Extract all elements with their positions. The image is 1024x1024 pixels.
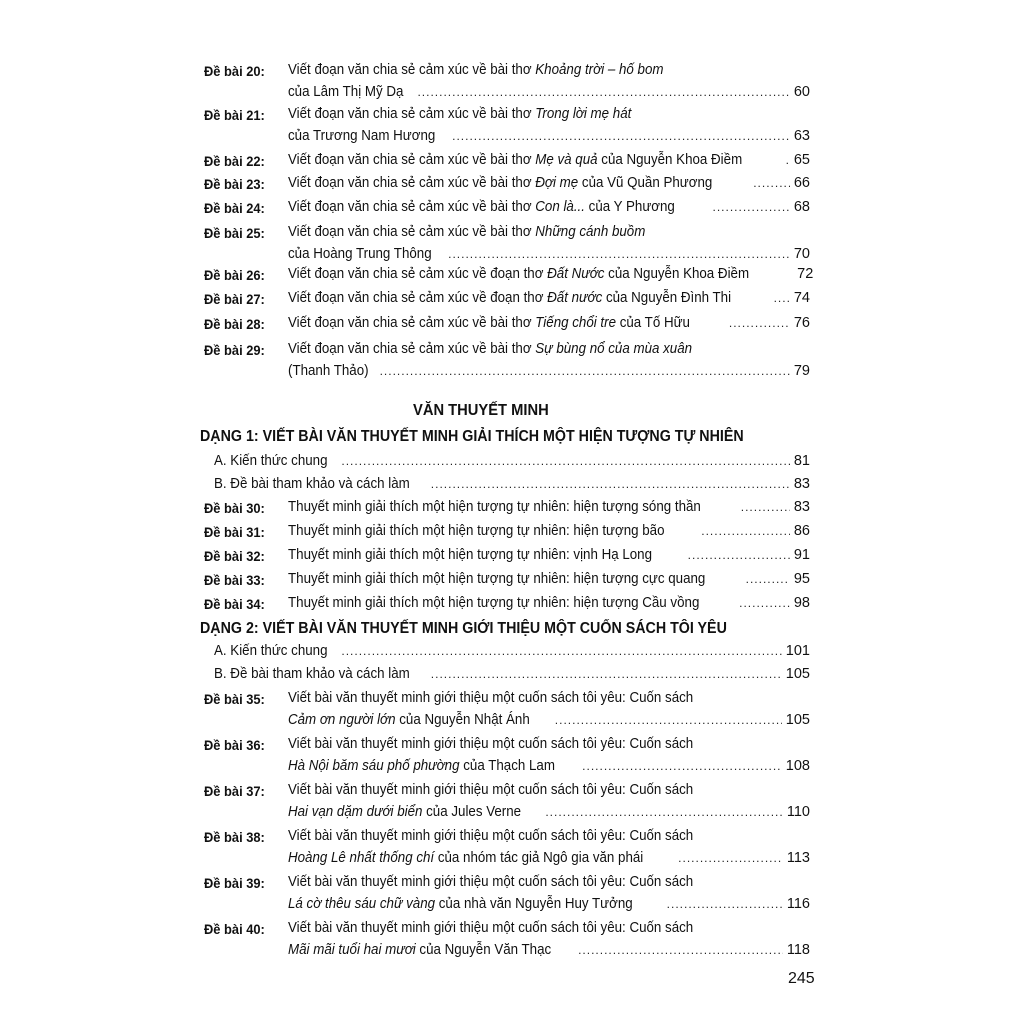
- entry-text: Viết bài văn thuyết minh giới thiệu một cuốn sách tôi yêu: Cuốn sách: [288, 874, 694, 890]
- title-italic: Hà Nội băm sáu phố phường: [288, 758, 460, 774]
- entry-label: Đề bài 25:: [204, 225, 265, 241]
- entry-text: [288, 850, 643, 866]
- entry-line: [288, 315, 810, 331]
- entry-text: [288, 942, 551, 958]
- entry-line: [288, 224, 810, 240]
- entry-text: [288, 106, 631, 122]
- entry-line: [288, 874, 810, 890]
- dot-leader: [555, 713, 782, 727]
- title-italic: Hai vạn dặm dưới biển: [288, 804, 423, 820]
- text-segment: của Lâm Thị Mỹ Dạ: [288, 84, 404, 100]
- text-segment: của Nguyễn Khoa Điềm: [597, 152, 743, 168]
- entry-text: B. Đề bài tham khảo và cách làm: [214, 666, 410, 682]
- entry-line: [288, 595, 810, 611]
- title-italic: Mẹ và quả: [535, 152, 598, 168]
- page-ref: 113: [786, 850, 810, 866]
- entry-line: [288, 266, 814, 282]
- entry-line: [288, 736, 810, 752]
- entry-line: [288, 828, 810, 844]
- dot-leader: [688, 548, 790, 562]
- text-segment: của Nguyễn Nhật Ánh: [395, 712, 530, 728]
- page-ref: 91: [793, 547, 810, 563]
- page-ref: 118: [786, 942, 810, 958]
- entry-text: Viết bài văn thuyết minh giới thiệu một cuốn sách tôi yêu: Cuốn sách: [288, 920, 694, 936]
- entry-label: Đề bài 38:: [204, 829, 265, 845]
- entry-label: Đề bài 40:: [204, 921, 265, 937]
- entry-label: Đề bài 22:: [204, 153, 265, 169]
- title-italic: Đất nước: [547, 290, 603, 306]
- dot-leader: [746, 572, 790, 586]
- page-ref: 76: [793, 315, 810, 331]
- text-segment: Viết đoạn văn chia sẻ cảm xúc về bài thơ: [288, 152, 536, 168]
- text-segment: Viết đoạn văn chia sẻ cảm xúc về bài thơ: [288, 341, 536, 357]
- entry-label: Đề bài 21:: [204, 107, 265, 123]
- text-segment: Viết đoạn văn chia sẻ cảm xúc về đoạn thơ: [288, 266, 548, 282]
- page-ref: 98: [793, 595, 810, 611]
- page-ref: 74: [793, 290, 810, 306]
- entry-line: [288, 758, 810, 774]
- entry-label: Đề bài 29:: [204, 342, 265, 358]
- dot-leader: [380, 364, 790, 378]
- entry-label: Đề bài 23:: [204, 176, 265, 192]
- page-ref: 110: [786, 804, 810, 820]
- entry-label: Đề bài 39:: [204, 875, 265, 891]
- page-ref: 108: [785, 758, 810, 774]
- entry-text: Thuyết minh giải thích một hiện tượng tự nhiên: hiện tượng sóng thần: [288, 499, 701, 515]
- text-segment: Viết đoạn văn chia sẻ cảm xúc về bài thơ: [288, 315, 536, 331]
- text-segment: Viết đoạn văn chia sẻ cảm xúc về bài thơ: [288, 199, 536, 215]
- entry-label: Đề bài 24:: [204, 200, 265, 216]
- text-segment: của Nguyễn Đình Thi: [602, 290, 732, 306]
- entry-text: [288, 266, 749, 282]
- entry-line: [288, 896, 810, 912]
- section-heading: DẠNG 1: VIẾT BÀI VĂN THUYẾT MINH GIẢI THÍCH MỘT HIỆN TƯỢNG TỰ NHIÊN: [200, 428, 744, 445]
- entry-line: [288, 152, 810, 168]
- entry-text: [288, 128, 435, 144]
- page-ref: 60: [793, 84, 810, 100]
- title-italic: Hoàng Lê nhất thống chí: [288, 850, 435, 866]
- entry-text: Thuyết minh giải thích một hiện tượng tự nhiên: hiện tượng Cầu vồng: [288, 595, 700, 611]
- entry-line: [288, 175, 810, 191]
- text-segment: của Tố Hữu: [615, 315, 690, 331]
- dot-leader: [431, 477, 790, 491]
- section-heading: DẠNG 2: VIẾT BÀI VĂN THUYẾT MINH GIỚI THIỆU MỘT CUỐN SÁCH TÔI YÊU: [200, 620, 727, 637]
- page-ref: 86: [793, 523, 810, 539]
- entry-line: [288, 106, 810, 122]
- dot-leader: [448, 247, 790, 261]
- entry-text: [288, 175, 712, 191]
- entry-text: [288, 804, 521, 820]
- entry-text: [288, 290, 731, 306]
- title-italic: Trong lời mẹ hát: [535, 106, 632, 122]
- page-ref: 72: [797, 266, 814, 282]
- dot-leader: [582, 759, 782, 773]
- entry-line: [288, 547, 810, 563]
- entry-text: [288, 84, 403, 100]
- page-number: 245: [788, 970, 815, 987]
- page-ref: 65: [793, 152, 810, 168]
- entry-text: A. Kiến thức chung: [214, 453, 328, 469]
- entry-line: [288, 84, 810, 100]
- entry-label: Đề bài 36:: [204, 737, 265, 753]
- dot-leader: [739, 596, 790, 610]
- entry-label: Đề bài 28:: [204, 316, 265, 332]
- entry-text: Viết bài văn thuyết minh giới thiệu một cuốn sách tôi yêu: Cuốn sách: [288, 690, 694, 706]
- entry-text: [288, 62, 663, 78]
- entry-text: A. Kiến thức chung: [214, 643, 328, 659]
- entry-label: Đề bài 31:: [204, 524, 265, 540]
- entry-line: [288, 804, 810, 820]
- text-segment: Viết đoạn văn chia sẻ cảm xúc về đoạn thơ: [288, 290, 548, 306]
- text-segment: của Thạch Lam: [459, 758, 555, 774]
- title-italic: Con là...: [535, 199, 585, 215]
- entry-line: [214, 643, 810, 659]
- page-ref: 66: [793, 175, 810, 191]
- text-segment: của Trương Nam Hương: [288, 128, 436, 144]
- entry-line: [288, 850, 810, 866]
- page-ref: 116: [786, 896, 810, 912]
- entry-text: B. Đề bài tham khảo và cách làm: [214, 476, 410, 492]
- dot-leader: [341, 454, 789, 468]
- entry-text: [288, 246, 432, 262]
- entry-line: [288, 246, 810, 262]
- entry-line: [288, 690, 810, 706]
- entry-line: [288, 571, 810, 587]
- text-segment: Viết đoạn văn chia sẻ cảm xúc về bài thơ: [288, 62, 536, 78]
- title-italic: Đất Nước: [547, 266, 605, 282]
- page-ref: 70: [793, 246, 810, 262]
- entry-line: [288, 942, 810, 958]
- entry-text: [288, 199, 675, 215]
- dot-leader: [753, 176, 790, 190]
- text-segment: của Jules Verne: [422, 804, 522, 820]
- dot-leader: [417, 85, 789, 99]
- section-title: VĂN THUYẾT MINH: [413, 402, 549, 419]
- title-italic: Những cánh buồm: [535, 224, 646, 240]
- entry-text: Thuyết minh giải thích một hiện tượng tự nhiên: hiện tượng bão: [288, 523, 665, 539]
- entry-line: [214, 666, 810, 682]
- dot-leader: [678, 851, 783, 865]
- entry-line: [288, 782, 810, 798]
- entry-line: [288, 499, 810, 515]
- text-segment: Viết đoạn văn chia sẻ cảm xúc về bài thơ: [288, 224, 536, 240]
- dot-leader: [741, 500, 790, 514]
- text-segment: của nhà văn Nguyễn Huy Tưởng: [435, 896, 633, 912]
- page-ref: 101: [785, 643, 810, 659]
- dot-leader: [431, 667, 782, 681]
- text-segment: (Thanh Thảo): [288, 363, 369, 379]
- title-italic: Cảm ơn người lớn: [288, 712, 396, 728]
- dot-leader: [712, 200, 789, 214]
- entry-label: Đề bài 32:: [204, 548, 265, 564]
- entry-line: [288, 363, 810, 379]
- entry-text: [288, 315, 690, 331]
- entry-line: [288, 199, 810, 215]
- entry-text: Viết bài văn thuyết minh giới thiệu một cuốn sách tôi yêu: Cuốn sách: [288, 782, 694, 798]
- text-segment: của Hoàng Trung Thông: [288, 246, 432, 262]
- entry-line: [288, 920, 810, 936]
- page-ref: 68: [793, 199, 810, 215]
- entry-text: [288, 152, 742, 168]
- entry-line: [214, 453, 810, 469]
- dot-leader: [452, 129, 790, 143]
- entry-label: Đề bài 37:: [204, 783, 265, 799]
- entry-text: Viết bài văn thuyết minh giới thiệu một cuốn sách tôi yêu: Cuốn sách: [288, 828, 694, 844]
- entry-line: [288, 128, 810, 144]
- title-italic: Tiếng chổi tre: [535, 315, 616, 331]
- page-ref: 95: [793, 571, 810, 587]
- entry-line: [288, 523, 810, 539]
- entry-text: Thuyết minh giải thích một hiện tượng tự nhiên: vịnh Hạ Long: [288, 547, 653, 563]
- entry-label: Đề bài 26:: [204, 267, 265, 283]
- title-italic: Sự bùng nổ của mùa xuân: [535, 341, 693, 357]
- text-segment: của Y Phương: [584, 199, 675, 215]
- entry-label: Đề bài 27:: [204, 291, 265, 307]
- page-ref: 105: [785, 712, 810, 728]
- dot-leader: [701, 524, 790, 538]
- entry-label: Đề bài 35:: [204, 691, 265, 707]
- entry-text: Viết bài văn thuyết minh giới thiệu một cuốn sách tôi yêu: Cuốn sách: [288, 736, 694, 752]
- text-segment: của nhóm tác giả Ngô gia văn phái: [434, 850, 644, 866]
- entry-text: [288, 363, 369, 379]
- page-ref: 83: [793, 499, 810, 515]
- title-italic: Lá cờ thêu sáu chữ vàng: [288, 896, 436, 912]
- text-segment: của Nguyễn Văn Thạc: [415, 942, 552, 958]
- page-ref: 79: [793, 363, 810, 379]
- text-segment: của Nguyễn Khoa Điềm: [604, 266, 750, 282]
- entry-label: Đề bài 20:: [204, 63, 265, 79]
- entry-label: Đề bài 33:: [204, 572, 265, 588]
- text-segment: Viết đoạn văn chia sẻ cảm xúc về bài thơ: [288, 175, 536, 191]
- dot-leader: [774, 291, 790, 305]
- page-ref: 83: [793, 476, 810, 492]
- entry-line: [288, 290, 810, 306]
- dot-leader: [729, 316, 790, 330]
- text-segment: của Vũ Quần Phương: [578, 175, 713, 191]
- entry-text: [288, 341, 692, 357]
- page-ref: 105: [785, 666, 810, 682]
- dot-leader: [341, 644, 781, 658]
- title-italic: Khoảng trời – hố bom: [535, 62, 664, 78]
- entry-text: [288, 896, 633, 912]
- entry-line: [214, 476, 810, 492]
- page-ref: 81: [793, 453, 810, 469]
- entry-text: [288, 712, 530, 728]
- entry-label: Đề bài 30:: [204, 500, 265, 516]
- text-segment: Viết đoạn văn chia sẻ cảm xúc về bài thơ: [288, 106, 536, 122]
- title-italic: Đợi mẹ: [535, 175, 579, 191]
- dot-leader: [786, 153, 790, 167]
- dot-leader: [545, 805, 783, 819]
- entry-label: Đề bài 34:: [204, 596, 265, 612]
- entry-text: [288, 224, 645, 240]
- dot-leader: [667, 897, 783, 911]
- entry-text: Thuyết minh giải thích một hiện tượng tự nhiên: hiện tượng cực quang: [288, 571, 706, 587]
- entry-line: [288, 712, 810, 728]
- entry-line: [288, 62, 810, 78]
- dot-leader: [578, 943, 783, 957]
- entry-text: [288, 758, 555, 774]
- title-italic: Mãi mãi tuổi hai mươi: [288, 942, 416, 958]
- page-ref: 63: [793, 128, 810, 144]
- entry-line: [288, 341, 810, 357]
